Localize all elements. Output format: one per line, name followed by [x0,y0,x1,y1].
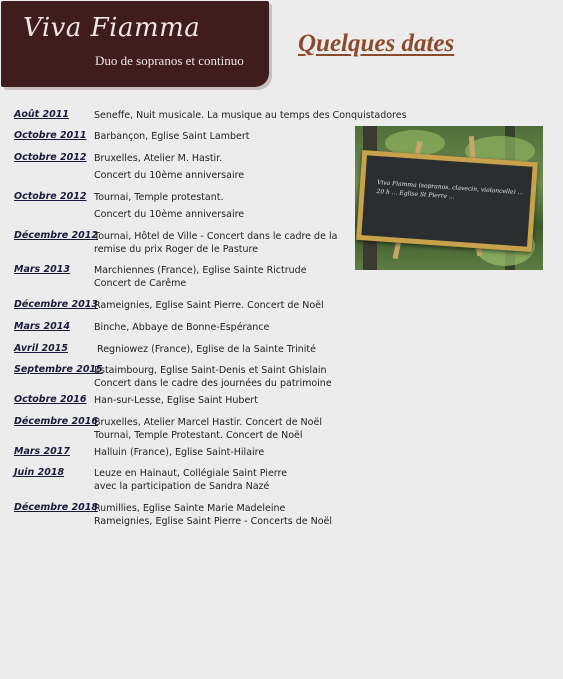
event-line: Tournai, Temple Protestant. Concert de Noël [94,430,303,441]
event-line: Bruxelles, Atelier M. Hastir. [94,153,223,164]
event-date: Décembre 2012 [14,230,98,241]
event-line: Leuze en Hainaut, Collégiale Saint Pierre [94,468,288,479]
header-banner [1,1,269,87]
chalkboard [356,150,538,252]
event-line: Seneffe, Nuit musicale. La musique au temps des Conquistadores [94,110,407,121]
event-line: Bruxelles, Atelier Marcel Hastir. Concert de Noël [94,417,322,428]
event-line: Barbançon, Eglise Saint Lambert [94,131,250,142]
event-line: Tournai, Temple protestant. [94,192,224,203]
event-line: Halluin (France), Eglise Saint-Hilaire [94,447,265,458]
event-date: Décembre 2016 [14,416,98,427]
event-line: Regniowez (France), Eglise de la Sainte Trinité [94,344,316,355]
event-date: Mars 2017 [14,446,70,457]
event-date: Octobre 2012 [14,152,87,163]
event-date: Octobre 2012 [14,191,87,202]
event-date: Octobre 2016 [14,394,87,405]
event-date: Août 2011 [14,109,69,120]
event-date: Décembre 2018 [14,502,98,513]
event-line: Concert dans le cadre des journées du patrimoine [94,378,332,389]
event-date: Avril 2015 [14,343,68,354]
event-line: Concert du 10ème anniversaire [94,170,245,181]
event-line: Concert du 10ème anniversaire [94,209,245,220]
event-line: Rameignies, Eglise Saint Pierre. Concert de Noël [94,300,324,311]
event-date: Mars 2013 [14,264,70,275]
event-date: Septembre 2015 [14,364,103,375]
event-line: Marchiennes (France), Eglise Sainte Rictrude [94,265,307,276]
event-line: avec la participation de Sandra Nazé [94,481,270,492]
event-date: Juin 2018 [14,467,65,478]
site-subtitle: Duo de sopranos et continuo [95,53,244,68]
chalkboard-photo [355,126,543,270]
page-title: Quelques dates [298,30,455,57]
event-date: Octobre 2011 [14,130,87,141]
event-line: Rumillies, Eglise Sainte Marie Madeleine [94,503,286,514]
event-line: Tournai, Hôtel de Ville - Concert dans le cadre de la remise du prix Roger de le Pasture [94,231,338,255]
site-title[interactable]: Viva Fiamma [23,13,201,43]
event-date: Mars 2014 [14,321,70,332]
event-line: Rameignies, Eglise Saint Pierre - Concerts de Noël [94,516,333,527]
event-line: Concert de Carême [94,278,187,289]
event-date: Décembre 2013 [14,299,98,310]
event-line: Binche, Abbaye de Bonne-Espérance [94,322,270,333]
chalkboard-text: Viva Fiamma (sopranos, clavecin, violoncelle) ... 20 h ... Eglise St Pierre ... [376,179,524,201]
event-line: Han-sur-Lesse, Eglise Saint Hubert [94,395,258,406]
event-line: Estaimbourg, Eglise Saint-Denis et Saint Ghislain [94,365,327,376]
